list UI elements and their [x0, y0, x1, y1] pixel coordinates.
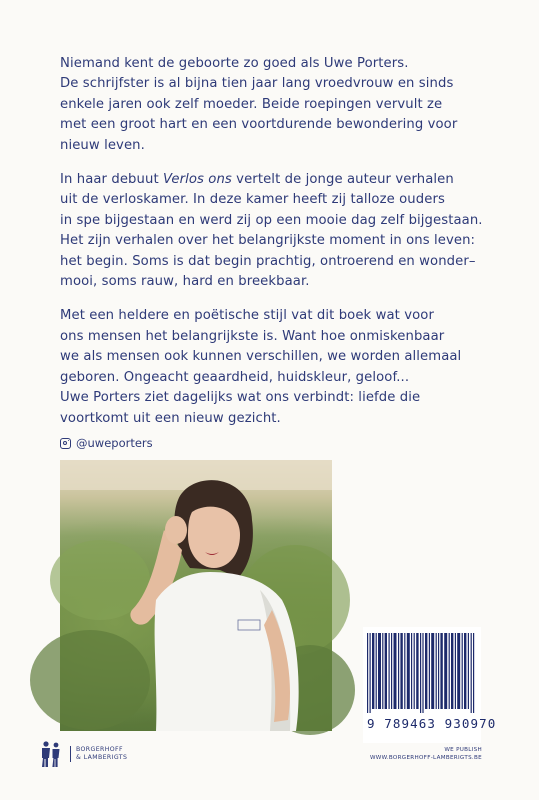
blurb-line: uit de verloskamer. In deze kamer heeft zij talloze ouders — [60, 192, 445, 208]
author-portrait-icon — [60, 460, 332, 731]
blurb-line: geboren. Ongeacht geaardheid, huidskleur, geloof... — [60, 369, 410, 385]
blurb-paragraph-3 — [60, 306, 490, 428]
instagram-icon — [60, 438, 71, 449]
author-photo — [60, 460, 332, 731]
blurb-text: In haar debuut — [60, 172, 164, 188]
publisher-logo — [38, 740, 127, 768]
publisher-figures-icon — [38, 740, 64, 768]
publisher-url: WWW.BORGERHOFF-LAMBERIGTS.BE — [369, 755, 482, 761]
blurb-line: het begin. Soms is dat begin prachtig, ontroerend en wonder– — [60, 253, 476, 269]
publisher-tagline: WE PUBLISH — [444, 747, 482, 753]
barcode — [363, 627, 497, 743]
back-cover-blurb — [60, 54, 490, 429]
blurb-line: Niemand kent de geboorte zo goed als Uwe Porters. — [60, 56, 409, 71]
blurb-line — [60, 170, 490, 190]
blurb-text: vertelt de jonge auteur verhalen — [231, 172, 454, 188]
blurb-line: Met een heldere en poëtische stijl vat dit boek wat voor — [60, 308, 434, 324]
blurb-line: De schrijfster is al bijna tien jaar lang vroedvrouw en sinds — [60, 76, 454, 92]
publisher-name — [70, 746, 127, 762]
publisher-website — [370, 746, 482, 762]
blurb-line: enkele jaren ook zelf moeder. Beide roepingen vervult ze — [60, 96, 443, 112]
blurb-line: ons mensen het belangrijkste is. Want hoe onmiskenbaar — [60, 328, 445, 344]
blurb-paragraph-1 — [60, 54, 490, 156]
blurb-line: Uwe Porters ziet dagelijks wat ons verbindt: liefde die — [60, 390, 421, 406]
blurb-line: we als mensen ook kunnen verschillen, we worden allemaal — [60, 349, 462, 365]
publisher-name-line: & LAMBERIGTS — [76, 754, 128, 761]
publisher-name-line: BORGERHOFF — [76, 746, 123, 753]
isbn-number: 9 789463 930970 — [367, 716, 497, 731]
instagram-handle — [60, 436, 153, 450]
blurb-line: nieuw leven. — [60, 137, 145, 153]
blurb-line: met een groot hart en een voortdurende bewondering voor — [60, 117, 458, 133]
blurb-paragraph-2 — [60, 170, 490, 292]
barcode-icon — [367, 633, 477, 713]
blurb-line: mooi, soms rauw, hard en breekbaar. — [60, 274, 310, 290]
instagram-handle-text: @uweporters — [76, 436, 153, 450]
blurb-line: voortkomt uit een nieuw gezicht. — [60, 410, 281, 426]
blurb-line: Het zijn verhalen over het belangrijkste moment in ons leven: — [60, 233, 476, 249]
book-title: Verlos ons — [163, 172, 232, 188]
blurb-line: in spe bijgestaan en werd zij op een mooie dag zelf bijgestaan. — [60, 212, 483, 228]
